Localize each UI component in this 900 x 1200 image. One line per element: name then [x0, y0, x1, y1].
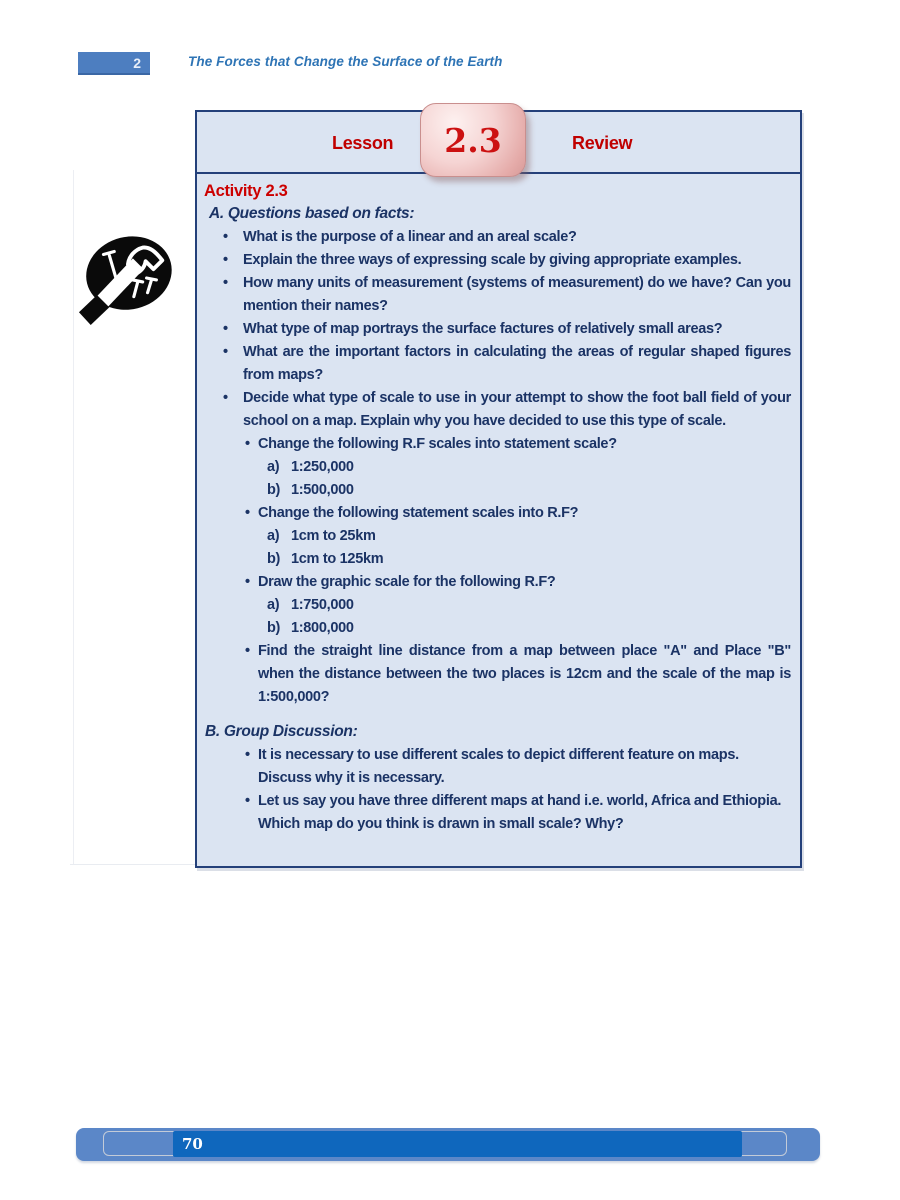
list-item	[197, 226, 791, 249]
list-item	[197, 571, 791, 594]
sub-list-item	[197, 525, 791, 548]
section-b-list	[197, 744, 791, 836]
list-item	[197, 318, 791, 341]
tools-hammer-icon	[76, 228, 176, 326]
page-number: 70	[182, 1135, 203, 1153]
activity-title: Activity 2.3	[204, 182, 288, 200]
bullet-icon: •	[245, 793, 250, 809]
bullet-icon: •	[223, 229, 228, 245]
bottom-margin-rule	[70, 864, 196, 865]
sub-item-label: a)	[267, 597, 280, 613]
list-item-text: Let us say you have three different maps at hand i.e. world, Africa and Ethiopia. Which map do you think is drawn in small scale? Why?	[258, 793, 782, 832]
sub-item-label: b)	[267, 551, 281, 567]
bullet-icon: •	[223, 252, 228, 268]
bullet-icon: •	[245, 747, 250, 763]
list-item	[197, 341, 791, 387]
list-item-text: It is necessary to use different scales to depict different feature on maps. Discuss why it is necessary.	[258, 747, 739, 786]
sub-item-text: 1:500,000	[291, 482, 354, 498]
section-a-list	[197, 226, 791, 709]
activity-content	[197, 174, 800, 836]
list-item-text: What are the important factors in calculating the areas of regular shaped figures from maps?	[243, 344, 791, 383]
bullet-icon: •	[223, 390, 228, 406]
lesson-review-box	[195, 110, 802, 868]
left-margin-rule	[73, 170, 74, 865]
lesson-label: Lesson	[332, 133, 394, 154]
list-item-text: Find the straight line distance from a map between place "A" and Place "B" when the distance between the two places is 12cm and the scale of the map is 1:500,000?	[258, 643, 791, 705]
list-item-text: How many units of measurement (systems of measurement) do we have? Can you mention their names?	[243, 275, 791, 314]
footer-dark-strip	[173, 1131, 742, 1157]
list-item	[197, 433, 791, 456]
section-a-heading: A. Questions based on facts:	[209, 205, 415, 222]
sub-item-text: 1:800,000	[291, 620, 354, 636]
sub-item-text: 1cm to 25km	[291, 528, 376, 544]
list-item-text: Change the following R.F scales into statement scale?	[258, 436, 617, 452]
list-item-text: Explain the three ways of expressing scale by giving appropriate examples.	[243, 252, 742, 268]
list-item-text: What type of map portrays the surface factures of relatively small areas?	[243, 321, 723, 337]
sub-item-label: b)	[267, 620, 281, 636]
lesson-banner	[197, 112, 800, 174]
review-label: Review	[572, 133, 633, 154]
bullet-icon: •	[245, 574, 250, 590]
sub-item-text: 1:750,000	[291, 597, 354, 613]
sub-item-label: a)	[267, 459, 280, 475]
sub-list-item	[197, 479, 791, 502]
tools-hammer-icon-svg	[76, 228, 176, 326]
sub-item-label: a)	[267, 528, 280, 544]
list-item-text: Decide what type of scale to use in your attempt to show the foot ball field of your school on a map. Explain why you have decided to use this type of scale.	[243, 390, 791, 429]
sub-list-item	[197, 548, 791, 571]
bullet-icon: •	[245, 643, 250, 659]
list-item	[197, 640, 791, 709]
list-item	[197, 272, 791, 318]
page-header	[0, 0, 900, 100]
list-item	[197, 790, 791, 836]
lesson-number-badge: 2.3	[420, 103, 526, 177]
list-item	[197, 249, 791, 272]
sub-item-text: 1:250,000	[291, 459, 354, 475]
sub-list-item	[197, 594, 791, 617]
sub-item-text: 1cm to 125km	[291, 551, 384, 567]
sub-item-label: b)	[267, 482, 281, 498]
list-item-text: What is the purpose of a linear and an areal scale?	[243, 229, 577, 245]
unit-number: 2	[133, 54, 141, 71]
bullet-icon: •	[223, 344, 228, 360]
sub-list-item	[197, 456, 791, 479]
bullet-icon: •	[223, 275, 228, 291]
list-item	[197, 387, 791, 433]
chapter-title: The Forces that Change the Surface of the Earth	[188, 54, 503, 69]
list-item-text: Draw the graphic scale for the following R.F?	[258, 574, 556, 590]
section-b-heading: B. Group Discussion:	[205, 723, 358, 740]
list-item	[197, 502, 791, 525]
sub-list-item	[197, 617, 791, 640]
bullet-icon: •	[245, 436, 250, 452]
bullet-icon: •	[245, 505, 250, 521]
list-item	[197, 744, 791, 790]
unit-number-badge	[78, 52, 150, 75]
list-item-text: Change the following statement scales into R.F?	[258, 505, 579, 521]
bullet-icon: •	[223, 321, 228, 337]
footer-bar	[76, 1128, 820, 1161]
